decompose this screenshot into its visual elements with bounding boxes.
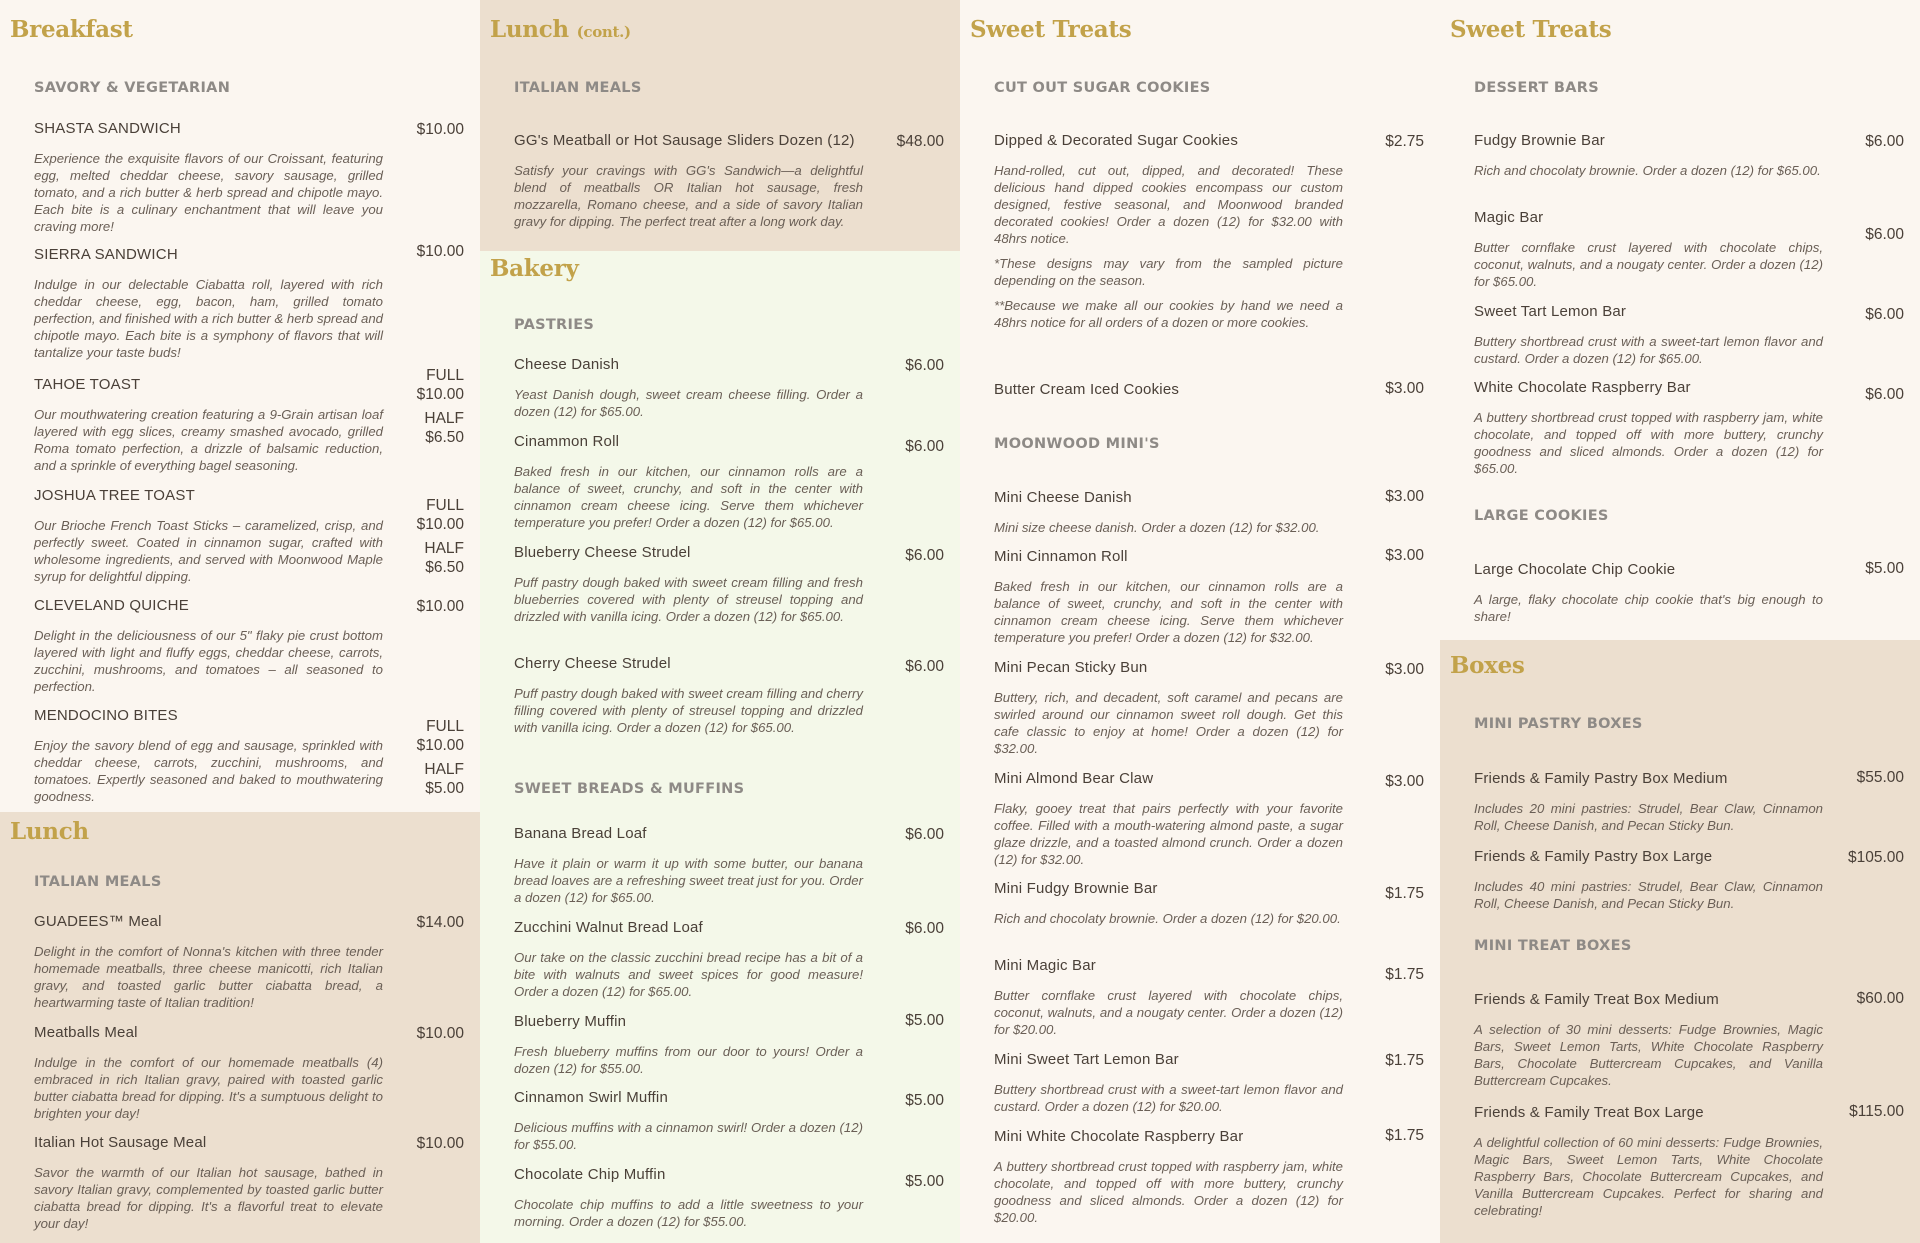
- item-price: $2.75: [1385, 133, 1424, 150]
- item-name: Italian Hot Sausage Meal: [34, 1134, 207, 1151]
- item-name: Mini Almond Bear Claw: [994, 770, 1154, 787]
- item-description: Rich and chocolaty brownie. Order a dozen (12) for $65.00.: [1474, 163, 1821, 178]
- item-description: Buttery shortbread crust with a sweet-tart lemon flavor and custard. Order a dozen (12) for $65.00.: [1474, 334, 1823, 366]
- item-name: Friends & Family Pastry Box Medium: [1474, 770, 1728, 787]
- item-description: A selection of 30 mini desserts: Fudge Brownies, Magic Bars, Sweet Lemon Tarts, White Chocolate Raspberry Bars, Chocolate Buttercream Cupcakes, and Vanilla Buttercream Cupcakes.: [1474, 1022, 1823, 1088]
- section-subheading: MINI TREAT BOXES: [1474, 938, 1632, 954]
- item-description: Baked fresh in our kitchen, our cinnamon rolls are a balance of sweet, crunchy, and soft in the center with cinnamon cream cheese icing. Serve them whichever temperature you prefer! Order a dozen (12) for $32.00.: [994, 579, 1343, 645]
- section-subheading: MINI PASTRY BOXES: [1474, 716, 1643, 732]
- item-name: Meatballs Meal: [34, 1024, 138, 1041]
- item-price: $10.00: [416, 243, 464, 260]
- item-name: Large Chocolate Chip Cookie: [1474, 561, 1676, 578]
- price-half: $5.00: [425, 780, 464, 797]
- item-name: Blueberry Muffin: [514, 1013, 627, 1030]
- item-description: [994, 162, 1343, 339]
- item-description: Buttery shortbread crust with a sweet-tart lemon flavor and custard. Order a dozen (12) for $20.00.: [994, 1082, 1343, 1114]
- section-subheading: SAVORY & VEGETARIAN: [34, 80, 231, 96]
- item-name: JOSHUA TREE TOAST: [34, 487, 195, 504]
- item-name: Fudgy Brownie Bar: [1474, 132, 1605, 149]
- item-price-full-half: [417, 717, 464, 798]
- item-name: MENDOCINO BITES: [34, 707, 178, 724]
- item-description: Puff pastry dough baked with sweet cream filling and fresh blueberries covered with plenty of streusel topping and drizzled with vanilla icing. Order a dozen (12) for $65.00.: [514, 575, 863, 624]
- item-description: Butter cornflake crust layered with chocolate chips, coconut, walnuts, and a nougaty center. Order a dozen (12) for $20.00.: [994, 988, 1343, 1037]
- boxes-section: [1440, 640, 1920, 1243]
- column-sweet-treats: [960, 0, 1440, 1243]
- price-half: $6.50: [425, 559, 464, 576]
- item-price-full-half: [417, 366, 464, 447]
- item-description: A large, flaky chocolate chip cookie that's big enough to share!: [1474, 592, 1823, 624]
- item-name: SHASTA SANDWICH: [34, 120, 181, 137]
- item-name: Sweet Tart Lemon Bar: [1474, 303, 1627, 320]
- item-description: Have it plain or warm it up with some butter, our banana bread loaves are a refreshing sweet treat just for you. Order a dozen (12) for $65.00.: [514, 856, 863, 905]
- item-price: $10.00: [416, 121, 464, 138]
- item-price: $10.00: [416, 1025, 464, 1042]
- item-name: Banana Bread Loaf: [514, 825, 647, 842]
- item-description: Includes 20 mini pastries: Strudel, Bear Claw, Cinnamon Roll, Cheese Danish, and Pecan Sticky Bun.: [1474, 801, 1823, 833]
- item-price: $10.00: [416, 598, 464, 615]
- section-subheading: ITALIAN MEALS: [514, 80, 642, 96]
- section-subheading: SWEET BREADS & MUFFINS: [514, 781, 745, 797]
- section-title: Boxes: [1450, 652, 1525, 679]
- item-price: $6.00: [905, 357, 944, 374]
- section-title: Breakfast: [10, 16, 133, 43]
- item-price: $105.00: [1847, 849, 1904, 866]
- section-title-text: Lunch: [490, 16, 569, 43]
- section-subheading: PASTRIES: [514, 317, 595, 333]
- item-description: Experience the exquisite flavors of our Croissant, featuring egg, melted cheddar cheese, savory sausage, grilled tomato, and a rich butter & herb spread and chipotle mayo. Each bite is a culinary enchantment that will leave you craving more!: [34, 151, 383, 234]
- item-description: Chocolate chip muffins to add a little sweetness to your morning. Order a dozen (12) for $55.00.: [514, 1197, 863, 1229]
- item-name: Dipped & Decorated Sugar Cookies: [994, 132, 1239, 149]
- item-name: Mini Sweet Tart Lemon Bar: [994, 1051, 1179, 1068]
- item-note: *These designs may vary from the sampled picture depending on the season.: [994, 256, 1343, 288]
- item-price: $6.00: [905, 438, 944, 455]
- item-name: Friends & Family Pastry Box Large: [1474, 848, 1713, 865]
- item-price: $3.00: [1385, 547, 1424, 564]
- item-name: Mini Cheese Danish: [994, 489, 1132, 506]
- item-name: White Chocolate Raspberry Bar: [1474, 379, 1691, 396]
- item-description: A buttery shortbread crust topped with raspberry jam, white chocolate, and topped off with more buttery, crunchy goodness and sliced almonds. Order a dozen (12) for $20.00.: [994, 1159, 1343, 1225]
- item-name: Cinammon Roll: [514, 433, 620, 450]
- item-name: Friends & Family Treat Box Large: [1474, 1104, 1704, 1121]
- item-price: $6.00: [905, 658, 944, 675]
- column-sweet-treats-boxes: [1440, 0, 1920, 1243]
- column-lunch-bakery: [480, 0, 960, 1243]
- price-full: $10.00: [416, 386, 464, 403]
- section-title: Lunch: [10, 818, 89, 845]
- price-full-label: FULL: [426, 497, 464, 514]
- price-half-label: HALF: [424, 761, 464, 778]
- item-name: GUADEES™ Meal: [34, 913, 162, 930]
- item-price: $3.00: [1385, 488, 1424, 505]
- item-price: $5.00: [1865, 560, 1904, 577]
- item-name: Magic Bar: [1474, 209, 1544, 226]
- item-note: **Because we make all our cookies by hand we need a 48hrs notice for all orders of a dozen or more cookies.: [994, 298, 1343, 330]
- item-name: Mini Fudgy Brownie Bar: [994, 880, 1158, 897]
- item-description: A delightful collection of 60 mini desserts: Fudge Brownies, Magic Bars, Sweet Lemon Tarts, White Chocolate Raspberry Bars, Chocolate Buttercream Cupcakes, and Vanilla Buttercream Cupcakes. Perfect for sharing and celebrating!: [1474, 1135, 1823, 1218]
- item-description: Our Brioche French Toast Sticks – caramelized, crisp, and perfectly sweet. Coated in cinnamon sugar, crafted with wholesome ingredients, and served with Moonwood Maple syrup for delightful dipping.: [34, 518, 383, 584]
- item-description: Puff pastry dough baked with sweet cream filling and cherry filling covered with plenty of streusel topping and drizzled with vanilla icing. Order a dozen (12) for $65.00.: [514, 686, 863, 735]
- section-title: Sweet Treats: [970, 16, 1132, 43]
- item-description: Savor the warmth of our Italian hot sausage, bathed in savory Italian gravy, complemented by toasted garlic butter ciabatta bread for dipping. It's a flavorful treat to elevate your day!: [34, 1165, 383, 1231]
- item-price: $14.00: [416, 914, 464, 931]
- item-description: Baked fresh in our kitchen, our cinnamon rolls are a balance of sweet, crunchy, and soft in the center with cinnamon cream cheese icing. Serve them whichever temperature you prefer! Order a dozen (12) for $65.00.: [514, 464, 863, 530]
- item-price: $5.00: [905, 1012, 944, 1029]
- price-full-label: FULL: [426, 718, 464, 735]
- item-description: Mini size cheese danish. Order a dozen (12) for $32.00.: [994, 520, 1320, 535]
- price-half: $6.50: [425, 429, 464, 446]
- item-description-text: Hand-rolled, cut out, dipped, and decorated! These delicious hand dipped cookies encompass our custom designed, festive seasonal, and Moonwood branded decorated cookies! Order a dozen (12) for $32.00 with 48hrs notice.: [994, 163, 1343, 246]
- item-price: $3.00: [1385, 380, 1424, 397]
- item-price: $5.00: [905, 1092, 944, 1109]
- column-breakfast-lunch: [0, 0, 480, 1243]
- item-description: Rich and chocolaty brownie. Order a dozen (12) for $20.00.: [994, 911, 1341, 926]
- item-description: Indulge in the comfort of our homemade meatballs (4) embraced in rich Italian gravy, paired with toasted garlic butter ciabatta bread for dipping. It's a sumptuous delight to brighten your day!: [34, 1055, 383, 1121]
- item-price: $1.75: [1385, 1127, 1424, 1144]
- item-description: Satisfy your cravings with GG's Sandwich—a delightful blend of meatballs OR Italian hot sausage, fresh mozzarella, Romano cheese, and a side of savory Italian gravy for dipping. The perfect treat after a long work day.: [514, 163, 863, 229]
- item-price: $48.00: [896, 133, 944, 150]
- item-name: SIERRA SANDWICH: [34, 246, 178, 263]
- item-price: $6.00: [905, 826, 944, 843]
- item-price: $115.00: [1849, 1103, 1904, 1120]
- item-description: Fresh blueberry muffins from our door to yours! Order a dozen (12) for $55.00.: [514, 1044, 863, 1076]
- item-price: $1.75: [1385, 1052, 1424, 1069]
- price-half-label: HALF: [424, 410, 464, 427]
- item-description: Delicious muffins with a cinnamon swirl! Order a dozen (12) for $55.00.: [514, 1120, 863, 1152]
- breakfast-section: [0, 0, 480, 812]
- section-title: Bakery: [490, 255, 579, 282]
- section-subheading: DESSERT BARS: [1474, 80, 1600, 96]
- item-description: Buttery, rich, and decadent, soft caramel and pecans are swirled around our cinnamon sweet roll dough. Get this cafe classic to enjoy at home! Order a dozen (12) for $32.00.: [994, 690, 1343, 756]
- item-name: Blueberry Cheese Strudel: [514, 544, 691, 561]
- price-half-label: HALF: [424, 540, 464, 557]
- item-name: GG's Meatball or Hot Sausage Sliders Dozen (12): [514, 132, 855, 149]
- item-description: Delight in the deliciousness of our 5" flaky pie crust bottom layered with light and fluffy eggs, cheddar cheese, carrots, zucchini, mushrooms, and tomatoes – all seasoned to perfection.: [34, 628, 383, 694]
- item-description: Flaky, gooey treat that pairs perfectly with your favorite coffee. Filled with a mouth-watering almond paste, a sugar glaze drizzle, and a toasted almond crunch. Order a dozen (12) for $32.00.: [994, 801, 1343, 867]
- price-full: $10.00: [416, 516, 464, 533]
- item-price: $3.00: [1385, 661, 1424, 678]
- item-description: Indulge in our delectable Ciabatta roll, layered with rich cheddar cheese, egg, bacon, ham, grilled tomato perfection, and finished with a rich butter & herb spread and chipotle mayo. Each bite is a symphony of flavors that will tantalize your taste buds!: [34, 277, 383, 360]
- section-subheading: LARGE COOKIES: [1474, 508, 1609, 524]
- item-name: TAHOE TOAST: [34, 376, 141, 393]
- item-price: $5.00: [905, 1173, 944, 1190]
- item-description: Butter cornflake crust layered with chocolate chips, coconut, walnuts, and a nougaty center. Order a dozen (12) for $65.00.: [1474, 240, 1823, 289]
- price-full-label: FULL: [426, 367, 464, 384]
- item-name: Friends & Family Treat Box Medium: [1474, 991, 1720, 1008]
- item-price: $55.00: [1856, 769, 1904, 786]
- item-price: $3.00: [1385, 773, 1424, 790]
- item-price: $6.00: [1865, 133, 1904, 150]
- item-price: $6.00: [905, 920, 944, 937]
- section-subheading: CUT OUT SUGAR COOKIES: [994, 80, 1211, 96]
- item-name: Mini White Chocolate Raspberry Bar: [994, 1128, 1244, 1145]
- item-description: Enjoy the savory blend of egg and sausage, sprinkled with cheddar cheese, carrots, zucchini, mushrooms, and tomatoes. Expertly seasoned and baked to mouthwatering goodness.: [34, 738, 383, 804]
- lunch-cont-section: [480, 0, 960, 251]
- sweet-treats-cont-section: [1440, 0, 1920, 640]
- item-price: $6.00: [1865, 226, 1904, 243]
- section-subheading: MOONWOOD MINI'S: [994, 436, 1160, 452]
- item-description: Our mouthwatering creation featuring a 9-Grain artisan loaf layered with egg slices, creamy smashed avocado, grilled Roma tomato perfection, a drizzle of balsamic reduction, and a sprinkle of everything bagel seasoning.: [34, 407, 383, 473]
- item-description: Delight in the comfort of Nonna's kitchen with three tender homemade meatballs, three cheese manicotti, rich Italian gravy, and toasted garlic butter ciabatta bread, a heartwarming taste of Italian tradition!: [34, 944, 383, 1010]
- item-price: $1.75: [1385, 966, 1424, 983]
- item-price-full-half: [417, 496, 464, 577]
- item-name: Chocolate Chip Muffin: [514, 1166, 666, 1183]
- sweet-treats-section: [960, 0, 1440, 1243]
- item-price: $6.00: [905, 547, 944, 564]
- lunch-section: [0, 812, 480, 1243]
- item-name: Mini Cinnamon Roll: [994, 548, 1128, 565]
- section-title-suffix: (cont.): [576, 23, 631, 41]
- section-title: Sweet Treats: [1450, 16, 1612, 43]
- item-name: Zucchini Walnut Bread Loaf: [514, 919, 703, 936]
- item-price: $6.00: [1865, 306, 1904, 323]
- item-description: Includes 40 mini pastries: Strudel, Bear Claw, Cinnamon Roll, Cheese Danish, and Pecan Sticky Bun.: [1474, 879, 1823, 911]
- item-name: Cheese Danish: [514, 356, 620, 373]
- item-name: CLEVELAND QUICHE: [34, 597, 189, 614]
- item-name: Mini Pecan Sticky Bun: [994, 659, 1148, 676]
- item-name: Cinnamon Swirl Muffin: [514, 1089, 668, 1106]
- item-name: Cherry Cheese Strudel: [514, 655, 671, 672]
- item-price: $60.00: [1856, 990, 1904, 1007]
- item-price: $1.75: [1385, 885, 1424, 902]
- section-subheading: ITALIAN MEALS: [34, 874, 162, 890]
- item-price: $6.00: [1865, 386, 1904, 403]
- item-description: Our take on the classic zucchini bread recipe has a bit of a bite with walnuts and sweet spices for good measure! Order a dozen (12) for $65.00.: [514, 950, 863, 999]
- price-full: $10.00: [416, 737, 464, 754]
- item-description: Yeast Danish dough, sweet cream cheese filling. Order a dozen (12) for $65.00.: [514, 387, 863, 419]
- item-name: Mini Magic Bar: [994, 957, 1096, 974]
- section-title: [490, 16, 631, 43]
- item-price: $10.00: [416, 1135, 464, 1152]
- item-description: A buttery shortbread crust topped with raspberry jam, white chocolate, and topped off with more buttery, crunchy goodness and sliced almonds. Order a dozen (12) for $65.00.: [1474, 410, 1823, 476]
- bakery-section: [480, 251, 960, 1243]
- item-name: Butter Cream Iced Cookies: [994, 381, 1180, 398]
